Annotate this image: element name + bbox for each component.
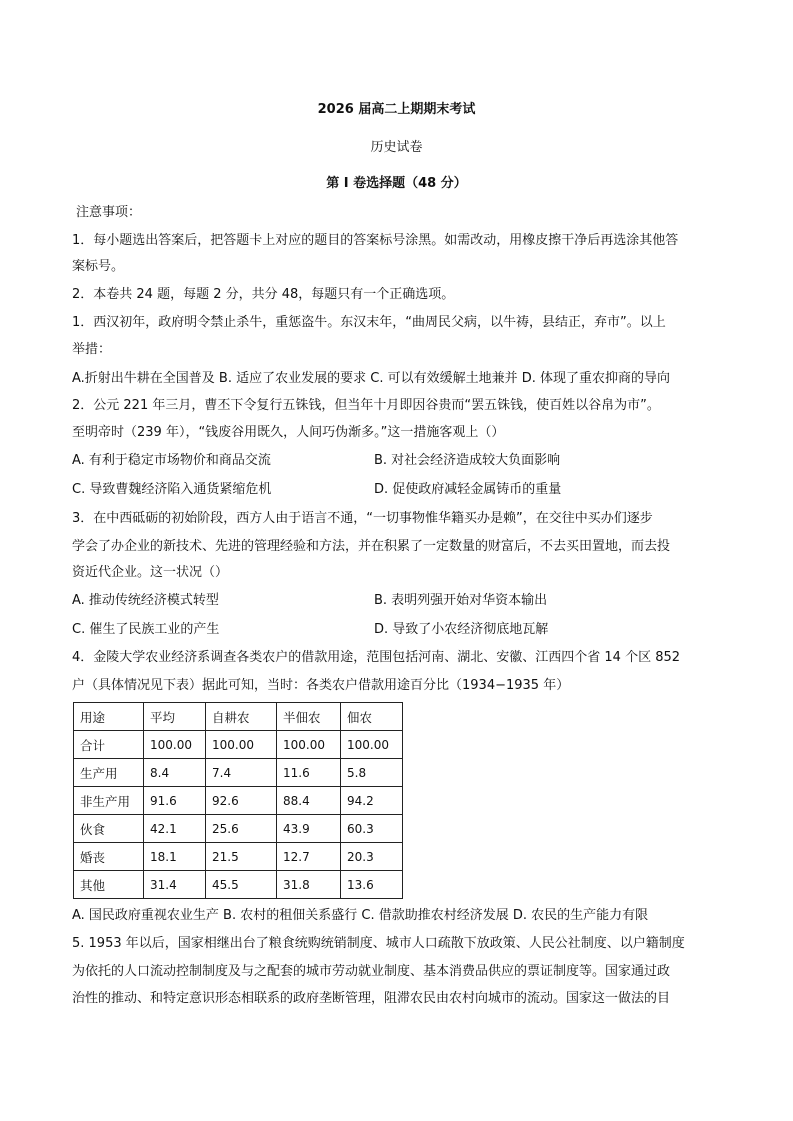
table-cell: 其他 [74, 871, 144, 899]
table-row [74, 871, 403, 899]
question-1-line-1: 1．西汉初年，政府明令禁止杀牛，重惩盗牛。东汉末年，“曲周民父病，以牛祷，县结正，弃市”。以上 [72, 315, 666, 330]
table-cell: 92.6 [206, 787, 277, 815]
exam-subject: 历史试卷 [370, 140, 423, 155]
table-cell: 42.1 [144, 815, 206, 843]
question-3-line-2: 学会了办企业的新技术、先进的管理经验和方法，并在积累了一定数量的财富后，不去买田置地，而去投 [72, 539, 671, 554]
notes-item-1-line-2: 案标号。 [72, 259, 125, 274]
table-cell: 伙食 [74, 815, 144, 843]
table-cell: 18.1 [144, 843, 206, 871]
notes-item-1-line-1: 1．每小题选出答案后，把答题卡上对应的题目的答案标号涂黑。如需改动，用橡皮擦干净后再选涂其他答 [72, 233, 679, 248]
question-2-option-c: C. 导致曹魏经济陷入通货紧缩危机 [72, 482, 272, 497]
table-cell: 13.6 [341, 871, 403, 899]
table-cell: 60.3 [341, 815, 403, 843]
table-cell: 25.6 [206, 815, 277, 843]
table-cell: 生产用 [74, 759, 144, 787]
table-cell: 7.4 [206, 759, 277, 787]
table-cell: 合计 [74, 731, 144, 759]
notes-item-2: 2．本卷共 24 题，每题 2 分，共分 48，每题只有一个正确选项。 [72, 287, 455, 302]
table-row [74, 787, 403, 815]
question-2-line-2: 至明帝时（239 年），“钱废谷用既久，人间巧伪渐多。”这一措施客观上（） [72, 425, 505, 440]
table-row [74, 731, 403, 759]
table-header-cell: 用途 [74, 703, 144, 731]
table-cell: 100.00 [144, 731, 206, 759]
question-3-option-a: A. 推动传统经济模式转型 [72, 593, 219, 608]
table-header-row [74, 703, 403, 731]
question-3-option-b: B. 表明列强开始对华资本输出 [374, 593, 548, 608]
question-3-line-1: 3．在中西砥砺的初始阶段，西方人由于语言不通，“一切事物惟华籍买办是赖”，在交往中买办们逐步 [72, 511, 653, 526]
table-cell: 20.3 [341, 843, 403, 871]
table-row [74, 843, 403, 871]
exam-title: 2026 届高二上期期末考试 [317, 102, 476, 117]
question-2-option-a: A. 有利于稳定市场物价和商品交流 [72, 453, 271, 468]
table-cell: 婚丧 [74, 843, 144, 871]
question-5-line-3: 治性的推动、和特定意识形态相联系的政府垄断管理，阻滞农民由农村向城市的流动。国家这一做法的目 [72, 991, 671, 1006]
table-row [74, 759, 403, 787]
table-cell: 88.4 [277, 787, 341, 815]
table-header-cell: 半佃农 [277, 703, 341, 731]
table-cell: 非生产用 [74, 787, 144, 815]
table-cell: 12.7 [277, 843, 341, 871]
table-cell: 8.4 [144, 759, 206, 787]
question-2-line-1: 2．公元 221 年三月，曹丕下令复行五铢钱，但当年十月即因谷贵而“罢五铢钱，使百姓以谷帛为市”。 [72, 398, 660, 413]
table-cell: 21.5 [206, 843, 277, 871]
table-cell: 100.00 [277, 731, 341, 759]
table-header-cell: 佃农 [341, 703, 403, 731]
table-cell: 100.00 [341, 731, 403, 759]
borrowing-purpose-table [73, 702, 403, 899]
question-5-line-1: 5. 1953 年以后，国家相继出台了粮食统购统销制度、城市人口疏散下放政策、人民公社制度、以户籍制度 [72, 936, 685, 951]
question-3-option-d: D. 导致了小农经济彻底地瓦解 [374, 622, 549, 637]
table-cell: 100.00 [206, 731, 277, 759]
table-header-cell: 平均 [144, 703, 206, 731]
question-2-option-b: B. 对社会经济造成较大负面影响 [374, 453, 561, 468]
question-3-option-c: C. 催生了民族工业的产生 [72, 622, 220, 637]
table-cell: 31.8 [277, 871, 341, 899]
section-title: 第 I 卷选择题（48 分） [326, 176, 467, 191]
question-4-line-1: 4．金陵大学农业经济系调查各类农户的借款用途，范围包括河南、湖北、安徽、江西四个省 14 个区 852 [72, 650, 681, 665]
question-1-line-2: 举措： [72, 342, 112, 357]
question-1-options: A.折射出牛耕在全国普及 B. 适应了农业发展的要求 C. 可以有效缓解土地兼并 D. 体现了重农抑商的导向 [72, 371, 670, 386]
question-3-line-3: 资近代企业。这一状况（） [72, 565, 229, 580]
question-4-options: A. 国民政府重视农业生产 B. 农村的租佃关系盛行 C. 借款助推农村经济发展 D. 农民的生产能力有限 [72, 908, 649, 923]
table-cell: 11.6 [277, 759, 341, 787]
table-cell: 43.9 [277, 815, 341, 843]
table-cell: 94.2 [341, 787, 403, 815]
question-2-option-d: D. 促使政府减轻金属铸币的重量 [374, 482, 562, 497]
table-cell: 31.4 [144, 871, 206, 899]
table-row [74, 815, 403, 843]
notes-heading: 注意事项： [76, 205, 142, 220]
question-4-line-2: 户（具体情况见下表）据此可知，当时：各类农户借款用途百分比（1934−1935 年） [72, 678, 570, 693]
table-cell: 45.5 [206, 871, 277, 899]
question-5-line-2: 为依托的人口流动控制制度及与之配套的城市劳动就业制度、基本消费品供应的票证制度等。国家通过政 [72, 964, 671, 979]
table-cell: 91.6 [144, 787, 206, 815]
table-header-cell: 自耕农 [206, 703, 277, 731]
table-cell: 5.8 [341, 759, 403, 787]
